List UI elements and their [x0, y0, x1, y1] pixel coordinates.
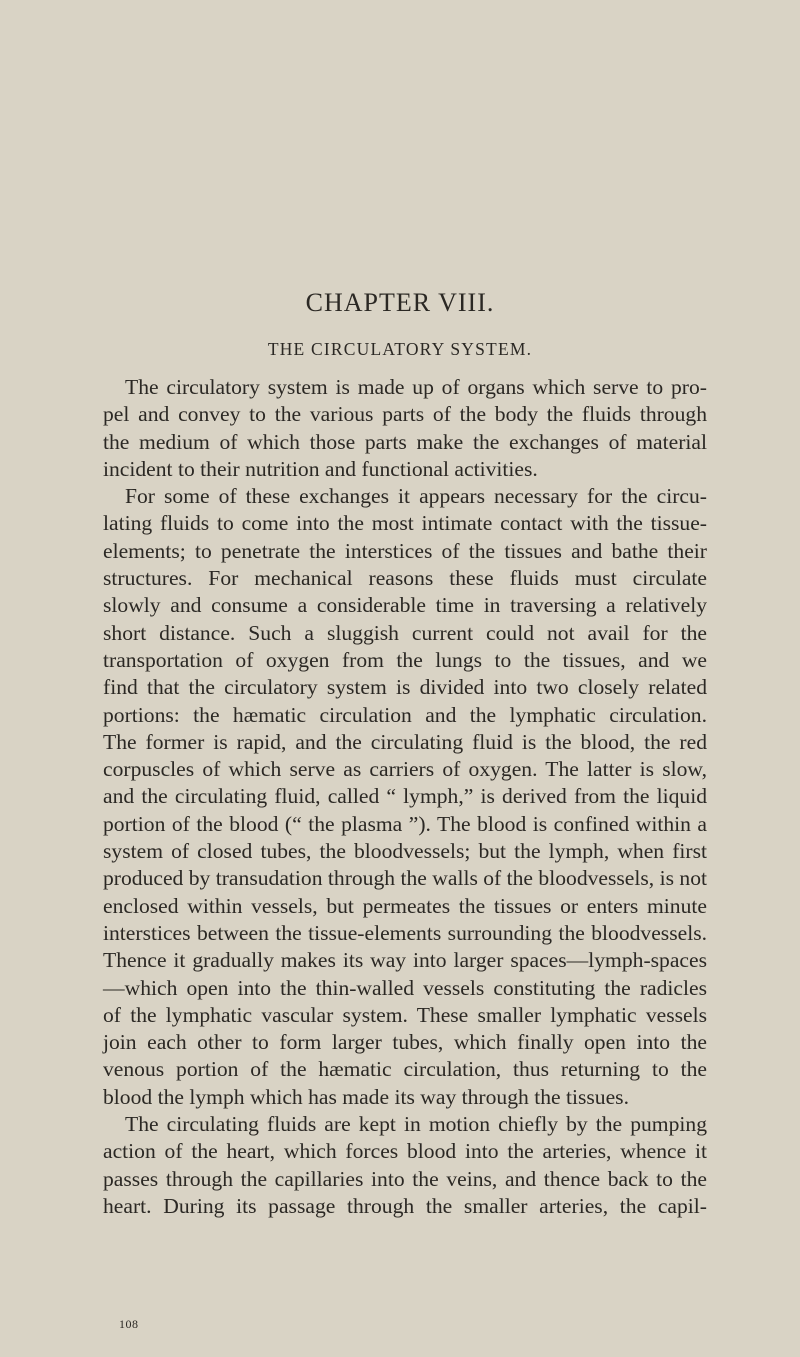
text-line: elements; to penetrate the interstices of the tissues and bathe their — [103, 538, 707, 563]
text-line: of the lymphatic vascular system. These smaller lymphatic vessels — [103, 1002, 707, 1027]
body-text — [103, 374, 707, 1220]
text-line: action of the heart, which forces blood into the arteries, whence it — [103, 1139, 707, 1164]
text-line: interstices between the tissue-elements surrounding the bloodvessels. — [103, 920, 707, 945]
text-line: incident to their nutrition and functional activities. — [103, 456, 538, 481]
text-line: enclosed within vessels, but permeates the tissues or enters minute — [103, 893, 707, 918]
text-line: pel and convey to the various parts of the body the fluids through — [103, 402, 707, 427]
text-line: blood the lymph which has made its way through the tissues. — [103, 1084, 629, 1109]
text-line: short distance. Such a sluggish current could not avail for the — [103, 620, 707, 645]
text-line: heart. During its passage through the smaller arteries, the capil- — [103, 1193, 707, 1218]
text-line: The former is rapid, and the circulating fluid is the blood, the red — [103, 729, 707, 754]
section-title: THE CIRCULATORY SYSTEM. — [267, 339, 533, 359]
text-line: find that the circulatory system is divided into two closely related — [103, 675, 707, 700]
text-line: The circulatory system is made up of organs which serve to pro- — [125, 375, 707, 399]
text-line: and the circulating fluid, called “ lymph,” is derived from the liquid — [103, 784, 707, 809]
text-line: system of closed tubes, the bloodvessels; but the lymph, when first — [103, 839, 707, 864]
text-line: The circulating fluids are kept in motion chiefly by the pumping — [125, 1112, 707, 1137]
text-line: passes through the capillaries into the veins, and thence back to the — [103, 1166, 707, 1191]
text-line: —which open into the thin-walled vessels constituting the radicles — [103, 975, 707, 1000]
text-line: slowly and consume a considerable time in traversing a relatively — [103, 593, 707, 618]
text-line: portion of the blood (“ the plasma ”). The blood is confined within a — [103, 811, 707, 836]
text-line: produced by transudation through the walls of the bloodvessels, is not — [103, 866, 707, 891]
chapter-heading: CHAPTER VIII. — [305, 288, 495, 317]
page-number: 108 — [119, 1317, 139, 1331]
text-line: the medium of which those parts make the exchanges of material — [103, 429, 707, 454]
text-line: Thence it gradually makes its way into larger spaces—lymph-spaces — [103, 948, 707, 973]
text-line: join each other to form larger tubes, which finally open into the — [103, 1030, 707, 1055]
text-line: corpuscles of which serve as carriers of oxygen. The latter is slow, — [103, 757, 707, 782]
text-line: lating fluids to come into the most intimate contact with the tissue- — [103, 511, 707, 536]
text-line: For some of these exchanges it appears necessary for the circu- — [125, 484, 707, 509]
text-line: transportation of oxygen from the lungs to the tissues, and we — [103, 647, 707, 672]
text-line: venous portion of the hæmatic circulation, thus returning to the — [103, 1057, 707, 1082]
text-line: structures. For mechanical reasons these fluids must circulate — [103, 566, 707, 591]
text-line: portions: the hæmatic circulation and the lymphatic circulation. — [103, 702, 707, 727]
